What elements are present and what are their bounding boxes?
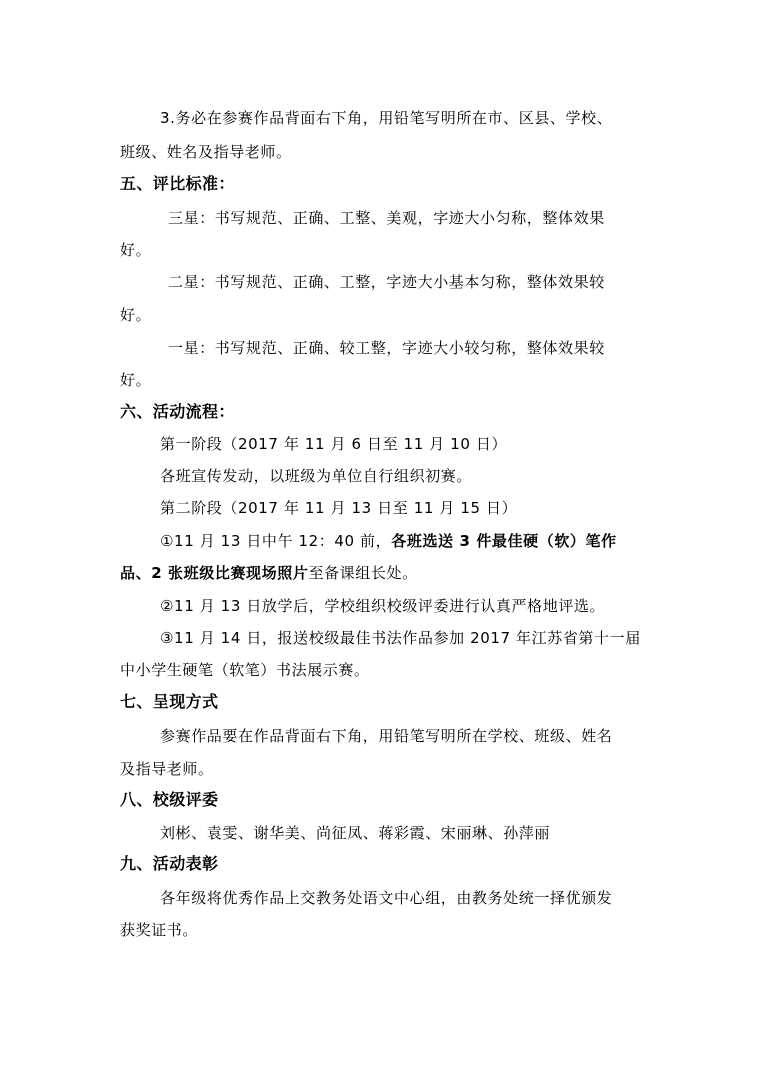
section-heading-9: 九、活动表彰 xyxy=(120,854,219,873)
step-1-destination: 至备课组长处。 xyxy=(308,564,418,582)
section-heading-7: 七、呈现方式 xyxy=(120,692,219,711)
criteria-one-star-line-1: 一星：书写规范、正确、较工整，字迹大小较匀称，整体效果较 xyxy=(168,339,605,357)
criteria-three-star-line-1: 三星：书写规范、正确、工整、美观，字迹大小匀称，整体效果 xyxy=(168,209,605,227)
step-1-emphasis-continued: 品、2 张班级比赛现场照片 xyxy=(120,564,309,582)
criteria-one-star-line-2: 好。 xyxy=(120,371,152,389)
presentation-line-1: 参赛作品要在作品背面右下角，用铅笔写明所在学校、班级、姓名 xyxy=(160,727,613,745)
step-1-line-1 xyxy=(160,531,776,551)
step-3-line-1: ③11 月 14 日，报送校级最佳书法作品参加 2017 年江苏省第十一届 xyxy=(160,629,641,647)
judges-list: 刘彬、袁雯、谢华美、尚征凤、蒋彩霞、宋丽琳、孙萍丽 xyxy=(160,824,551,842)
section-heading-8: 八、校级评委 xyxy=(120,790,219,809)
criteria-three-star-line-2: 好。 xyxy=(120,241,152,259)
step-2: ②11 月 13 日放学后，学校组织校级评委进行认真严格地评选。 xyxy=(160,597,606,615)
phase-2-title: 第二阶段（2017 年 11 月 13 日至 11 月 15 日） xyxy=(160,499,518,517)
phase-1-title: 第一阶段（2017 年 11 月 6 日至 11 月 10 日） xyxy=(160,435,508,453)
step-1-emphasis: 各班选送 3 件最佳硬（软）笔作 xyxy=(391,532,617,550)
section-heading-5: 五、评比标准： xyxy=(120,174,235,193)
phase-1-description: 各班宣传发动，以班级为单位自行组织初赛。 xyxy=(160,467,473,485)
step-1-line-2 xyxy=(120,563,776,583)
step-3-line-2: 中小学生硬笔（软笔）书法展示赛。 xyxy=(120,661,370,679)
section-heading-6: 六、活动流程： xyxy=(120,402,235,421)
step-1-time: ①11 月 13 日中午 12：40 前， xyxy=(160,532,392,550)
rule-3-line-2: 班级、姓名及指导老师。 xyxy=(120,143,292,161)
rule-3-line-1: 3.务必在参赛作品背面右下角，用铅笔写明所在市、区县、学校、 xyxy=(160,109,613,127)
criteria-two-star-line-1: 二星：书写规范、正确、工整，字迹大小基本匀称，整体效果较 xyxy=(168,273,605,291)
criteria-two-star-line-2: 好。 xyxy=(120,306,152,324)
presentation-line-2: 及指导老师。 xyxy=(120,760,214,778)
award-line-2: 获奖证书。 xyxy=(120,921,199,939)
award-line-1: 各年级将优秀作品上交教务处语文中心组，由教务处统一择优颁发 xyxy=(160,889,613,907)
